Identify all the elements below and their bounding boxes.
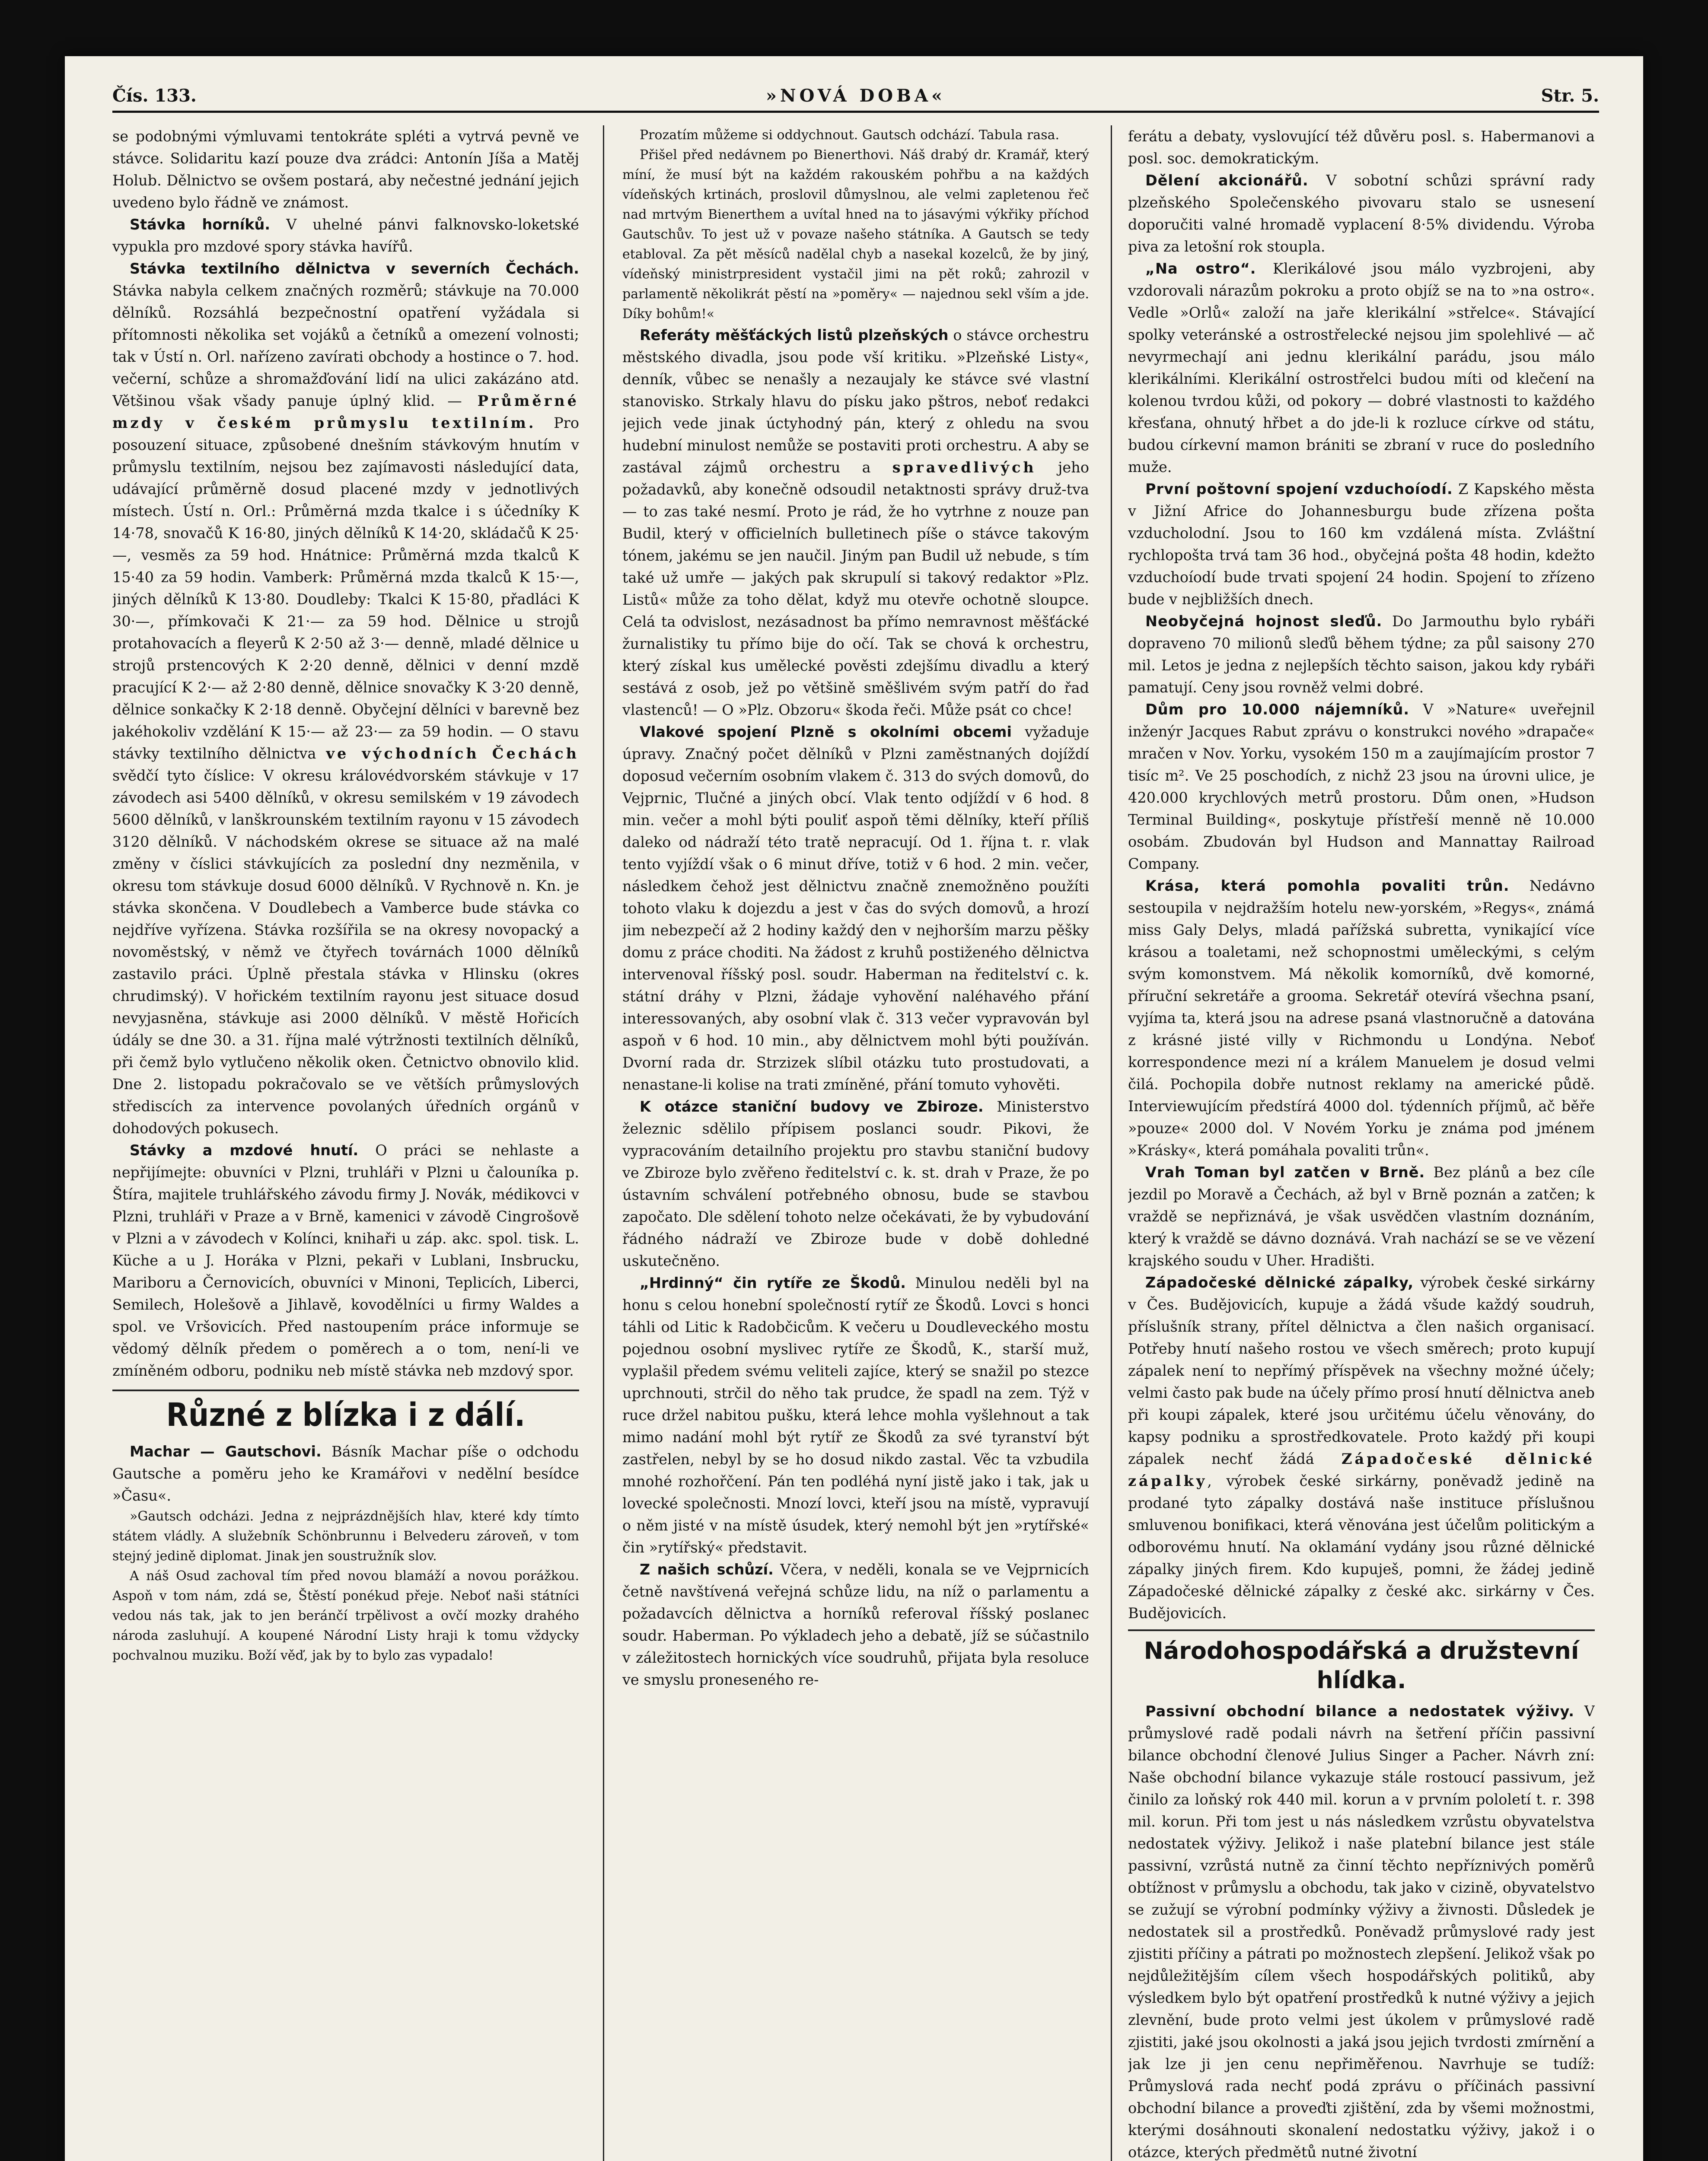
article-heading: Z našich schůzí. <box>640 1561 774 1578</box>
spaced-text: ve východních Čechách <box>326 745 579 762</box>
article-text: Z Kapského města v Jižní Africe do Johannesburgu bude zřízena pošta vzducholodní. Jsou to 160 km vzdálená místa. Zvláštní rychlopošta trvá tam 36 hod., obyčejná pošta 48 hodin, kdežto vzduchoíodí bude trvati spojení 24 hodin. Spojení to zřízeno bude v nejbližších dnech. <box>1128 481 1595 608</box>
article <box>622 1096 1089 1272</box>
masthead <box>112 73 1599 112</box>
article-text: O práci se nehlaste a nepřijímejte: obuvníci v Plzni, truhláři v Plzni u čalouníka p. Štíra, majitele truhlářského závodu firmy J. Novák, médikovci v Plzni, truhláři v Praze a v Brně, kamenici v závodě Cingrošově v Plzni a v závodech v Kolínci, knihaři u záp. akc. spol. tisk. L. Küche a u J. Horáka v Plzni, pekaři v Lublani, Insbrucku, Mariboru a Černovicích, obuvníci v Minoni, Teplicích, Liberci, Semilech, Holešově a Jihlavě, kovodělníci u firmy Waldes a spol. ve Vršovicích. Před nastoupením práce informuje se vědomý dělník předem o poměrech a o tom, není-li ve zmíněném odboru, podniku neb místě stávka neb mzdový spor. <box>112 1142 579 1379</box>
article-heading: „Hrdinný“ čin rytíře ze Škodů. <box>640 1275 906 1291</box>
article-text: Stávka nabyla celkem značných rozměrů; stávkuje na 70.000 dělníků. Rozsáhlá bezpečnostní opatření vyžádala si přítomnosti několika set vojáků a četníků a omezení volnosti; tak v Ústí n. Orl. nařízeno zavírati obchody a hostince o 7. hod. večerní, schůze a shromažďování lidí na ulici zakázáno atd. Většinou však všady panuje úplný klid. — <box>112 282 579 409</box>
article-heading: K otázce staniční budovy ve Zbiroze. <box>640 1098 984 1115</box>
article <box>1128 875 1595 1161</box>
article <box>1128 478 1595 610</box>
article-text: svědčí tyto číslice: V okresu královédvorském stávkuje v 17 závodech asi 5400 dělníků, v okresu semilském v 19 závodech 5600 dělníků, v lanškrounském textilním rayonu v 15 závodech 3120 dělníků. V náchodském okrese se situace až na malé změny v číslici stávkujících za poslední dny nezměnila, v okresu tom stávkuje dosud 6000 dělníků. V Rychnově n. Kn. je stávka skončena. V Doudlebech a Vamberce bude stávka co nejdříve vyřízena. Stávka rozšířila se na okresy novopacký a novoměstský, v němž ve čtyřech továrnách 1000 dělníků zastavilo práci. Úplně přestala stávka v Hlinsku (okres chrudimský). V hořickém textilním rayonu jest situace dosud nevyjasněna, stávkuje asi 2000 dělníků. V městě Hořicích údály se dne 30. a 31. října malé výtržnosti textilních dělníků, při čemž bylo vytlučeno několik oken. Četnictvo obnovilo klid. Dne 2. listopadu pokračovalo se ve větších průmyslových střediscích za intervence povolaných úředních orgánů v dohodových pokusech. <box>112 767 579 1137</box>
section-title: Různé z blízka i z dálí. <box>112 1390 579 1434</box>
article-text: Včera, v neděli, konala se ve Vejprnicích četně navštívená veřejná schůze lidu, na níž o parlamentu a požadavcích dělnictva a horníků referoval říšský poslanec soudr. Haberman. Po výkladech jeho a debatě, jíž se súčastnilo v záležitostech hornických více soudruhů, přijata byla resoluce ve smyslu proneseného re- <box>622 1561 1089 1688</box>
article <box>112 1139 579 1382</box>
issue-number: Čís. 133. <box>112 86 197 106</box>
article-heading: Stávka textilního dělnictva v severních Čechách. <box>130 260 579 277</box>
masthead-rule <box>112 111 1599 113</box>
article-heading: „Na ostro“. <box>1145 260 1256 277</box>
article <box>622 1272 1089 1559</box>
paragraph: se podobnými výmluvami tentokráte spléti a vytrvá pevně ve stávce. Solidaritu kazí pouze dva zrádci: Antonín Jíša a Matěj Holub. Dělnictvo se ovšem postará, aby nečestné jednání jejich uvedeno bylo řádně ve známost. <box>112 128 579 211</box>
article <box>1128 698 1595 875</box>
article-text: Do Jarmouthu bylo rybáři dopraveno 70 milionů sleďů během týdne; za půl saisony 270 mil. Letos je jedna z nejlepších těchto saison, jakou kdy rybáři pamatují. Ceny jsou rovněž velmi dobré. <box>1128 613 1595 696</box>
quote-paragraph: Přišel před nedávnem po Bienerthovi. Náš drabý dr. Kramář, který míní, že musí být na každém rakouském pohřbu a na každých vídeňských krtinách, proslovil důmyslnou, ale velmi zapletenou řeč nad mrtvým Bienerthem a uvítal hned na to jásavými výkřiky příchod Gautschův. To jest už v povaze našeho státníka. A Gautsch se tedy etabloval. Za pět měsíců nadělal chyb a nasekal kozelců, že by jiný, vídeňský ministrpresident vystačil jimi na pět roků; zahrozil v parlamentě několikrát pěstí na »poměry« — najednou sekl vším a jde. Díky bohům!« <box>622 147 1089 322</box>
quote-paragraph: Prozatím můžeme si oddychnout. Gautsch odchází. Tabula rasa. <box>640 127 1060 143</box>
column-3 <box>1128 125 1595 2161</box>
article-heading: Západočeské dělnické zápalky, <box>1145 1274 1414 1291</box>
column-2 <box>622 125 1089 2161</box>
article <box>1128 1272 1595 1624</box>
article-text: Ministerstvo železnic sdělilo přípisem poslanci soudr. Pikovi, že vypracováním detailního projektu pro stavbu staniční budovy ve Zbiroze bylo zvěřeno ředitelství c. k. st. drah v Praze, že po ústavním schválení potřebného obnosu, bude se stavbou započato. Dle sdělení tohoto nelze očekávati, že by vybudování řádného nádraží ve Zbiroze bude v době dohledné uskutečněno. <box>622 1098 1089 1269</box>
article-heading: Dělení akcionářů. <box>1145 172 1309 189</box>
spaced-text: Západočeské dělnické zápalky <box>1128 1450 1595 1489</box>
article-text: Klerikálové jsou málo vyzbrojeni, aby vzdorovali nárazům pokroku a proto objíž se na to »na ostro«. Vedle »Orlů« založí na jaře klerikální »střelce«. Stávající spolky veteránské a ostrostřelecké nejsou jim spolehlivé — ač nevyrmechají ani jednu klerikální parádu, jsou málo klerikálními. Klerikální ostrostřelci budou míti od klečení na kolenou tvrdou kůži, od pokory — dobré vlastnosti to každého křesťana, ohnutý hřbet a do jde-li k rozluce církve od státu, budou církevní mamon brániti se zbraní v ruce do posledního muže. <box>1128 260 1595 475</box>
article-text: vyžaduje úpravy. Značný počet dělníků v Plzni zaměstnaných dojíždí doposud večerním osobním vlakem č. 313 do svých domovů, do Vejprnic, Tlučné a jiných obcí. Vlak tento odjíždí v 6 hod. 8 min. večer a mohl býti pouliť aspoň těmi dělníky, kteří příliš daleko od nádraží této tratě nepracují. Od 1. října t. r. vlak tento vyjíždí však o 6 minut dříve, totiž v 6 hod. 2 min. večer, následkem čehož jest dělnictvu značně znemožněno použíti tohoto vlaku k dojezdu a jest v čas do svých domovů, a hrozí jim nebezpečí až 2 hodiny každý den v nejhorším marzu pěšky domu z práce choditi. Na žádost z kruhů postiženého dělnictva intervenoval říšský posl. soudr. Haberman na ředitelství c. k. státní dráhy v Plzni, žádaje vyhovění naléhavého přání interessovaných, aby osobní vlak č. 313 večer vypravován byl aspoň v 6 hod. 10 min., aby dělnictvem mohl býti používán. Dvorní rada dr. Strzizek slíbil otázku tuto prostudovati, a nenastane-li kolise na trati zmíněné, přání tomuto vyhověti. <box>622 724 1089 1093</box>
article <box>112 258 579 1139</box>
article <box>1128 1161 1595 1272</box>
article-heading: Passivní obchodní bilance a nedostatek výživy. <box>1145 1703 1574 1720</box>
article-text: jeho požadavků, aby konečně odsoudil netaktnosti správy druž-tva — to zas také nesmí. Proto je rád, že ho vytrhne z nouze pan Budil, který v officielních bulletinech píše o stávce takovým tónem, jakému se jen naučil. Jiným pan Budil už nebude, s tím také už umře — jakých pak skrupulí si takový redaktor »Plz. Listů« může za toho dělat, když mu otevře ochotně sloupce. Celá ta odvislost, nezásadnost ba přímo nemravnost měšťácké žurnalistiky tu přímo bije do očí. Tak se chová k orchestru, který získal kus umělecké pověsti zdejšímu divadlu a který sestává z osob, jež po většině směšlivém svým patří do řad vlastenců! — O »Plz. Obzoru« škoda řeči. Může psát co chce! <box>622 459 1089 718</box>
article-text: výrobek české sirkárny v Čes. Budějovicích, kupuje a žádá všude každý soudruh, příslušník strany, přítel dělnictva a člen našich organisací. Potřeby hnutí našeho rostou ve všech směrech; proto kupují zápalek není to nepřímý příspěvek na všechny možné účely; velmi často pak bude na účely přímo prosí hnutí dělnictva aneb při koupi zápalek, které jsou určitému účelu věnovány, do kapsy podniku a sprostředkovatele. Proto každý při koupi zápalek nechť žádá <box>1128 1274 1595 1467</box>
article-text: Minulou neděli byl na honu s celou honební společností rytíř ze Škodů. Lovci s honci táhli od Litic k Radobčicům. K večeru u Doudleveckého mostu pojednou osobní myslivec rytíře ze Škodů, K., starší muž, vyplašil předem svému veliteli zajíce, který se snažil po stezce uprchnouti, strčil do něho tak prudce, že spadl na zem. Týž v ruce držel nabitou pušku, která lehce mohla vyšlehnout a tak mimo nadání mohl být rytíř ze Škodů za své tyranství být zastřelen, nebyl by se ho dosud nikdo zastal. Věc ta vzbudila mnohé rozhořčení. Pán ten podléhá nyní jistě jako i tak, jak u lovecké společnosti. Mnozí lovci, kteří jsou na místě, vypravují o něm jisté v na místě úsudek, který nemohl být jen »rytířské« čin »rytířský« představit. <box>622 1275 1089 1556</box>
quote-paragraph: »Gautsch odcházi. Jedna z nejprázdnějších hlav, které kdy tímto státem vládly. A služebník Schönbrunnu i Belvederu zároveň, v tom stejný jedině diplomat. Jinak jen soustružník slov. <box>112 1509 579 1564</box>
article-text: V »Nature« uveřejnil inženýr Jacques Rabut zprávu o konstrukci nového »drapače« mračen v Nov. Yorku, vysokém 150 m a zaujímajícím prostor 7 tisíc m². Ve 25 poschodích, z nichž 23 jsou na úrovni ulice, je 420.000 krychlových metrů prostoru. Dům onen, »Hudson Terminal Building«, poskytuje přístřeší menně ně 10.000 osobám. Zbudován byl Hudson and Mannattay Railroad Company. <box>1128 701 1595 872</box>
article <box>622 324 1089 721</box>
article-text: , výrobek české sirkárny, poněvadž jedině na prodané tyto zápalky dostává naše instituce příslušnou smluvenou bonifikaci, která věnována jest účelům politickým a odborovému hnutí. Na oklamání vydány jsou různé dělnické zápalky jiných firem. Kdo kupuješ, pomni, že žádej jedině Západočeské dělnické zápalky z české akc. sirkárny v Čes. Budějovicích. <box>1128 1473 1595 1622</box>
paragraph: ferátu a debaty, vyslovující též důvěru posl. s. Habermanovi a posl. soc. demokratickým. <box>1128 128 1595 167</box>
article-text: Bez plánů a bez cíle jezdil po Moravě a Čechách, až byl v Brně poznán a zatčen; k vraždě se nepřiznává, je však usvědčen vlastním doznáním, který k vraždě se dávno doznává. Vrah nachází se se ve vězení krajského soudu v Uher. Hradišti. <box>1128 1164 1595 1269</box>
article-heading: Stávky a mzdové hnutí. <box>130 1142 359 1159</box>
article <box>112 214 579 258</box>
newspaper-page <box>65 56 1643 2161</box>
article-heading: Dům pro 10.000 nájemníků. <box>1145 701 1410 718</box>
article-text: Nedávno sestoupila v nejdražším hotelu new-yorském, »Regys«, známá miss Galy Delys, mladá pařížská subretta, vynikající více krásou a toaletami, než schopnostmi uměleckými, s celým svým komonstvem. Má několik komorníků, dvě komorné, příruční sekretáře a grooma. Sekretář otevírá všechna psaní, vyjíma ta, která jsou na adrese psaná vlastnoručně a datována z krásné jisté villy v Richmondu u Londýna. Neboť korrespondence mezi ní a králem Manuelem je dosud velmi čilá. Pochopila dobře nutnost reklamy na americké půdě. Interviewujícím předstírá 4000 dol. týdenních příjmů, ač běře »pouze« 2000 dol. V Novém Yorku je známa pod jménem »Krásky«, která pomáhala povaliti trůn«. <box>1128 877 1595 1159</box>
quote-paragraph: A náš Osud zachoval tím před novou blamáží a novou porážkou. Aspoň v tom nám, zdá se, Štěstí ponékud přeje. Neboť naši státníci vedou nás tak, jak to jen beránčí trpělivost a ovčí mozky drahého národa zasluhují. A koupené Národní Listy hraji k tomu vždycky pochvalnou muziku. Boží věď, jak by to bylo zas vypadalo! <box>112 1568 579 1663</box>
article <box>1128 258 1595 478</box>
article-text: o stávce orchestru městského divadla, jsou pode vší kritiku. »Plzeňské Listy«, denník, vůbec se nenašly a nezaujaly ke stávce své vlastní stanovisko. Strkaly hlavu do písku jako pštros, neboť redakci jejich vede jinak úctyhodný pán, který z ohledu na svou hudební minulost nemůže se postaviti proti orchestru. A aby se zastával zájmů orchestru a <box>622 327 1089 476</box>
article-heading: První poštovní spojení vzduchoíodí. <box>1145 481 1453 497</box>
article <box>112 1441 579 1507</box>
article-text: Pro posouzení situace, způsobené dnešním stávkovým hnutím v průmyslu textilním, nejsou bez zajímavosti následující data, udávající průměrně dosud placené mzdy v jednotlivých místech. Ústí n. Orl.: Průměrná mzda tkalce i s účedníky K 14·78, snovačů K 16·80, jiných dělníků K 14·20, skládačů K 25·—, vesměs za 59 hod. Hnátnice: Průměrná mzda tkalců K 15·40 za 59 hodin. Vamberk: Průměrná mzda tkalců K 15·—, jiných dělníků K 13·80. Doudleby: Tkalci K 15·80, přadláci K 30·—, přímkovači K 21·— za 59 hod. Dělnice u strojů protahovacích a fleyerů K 2·50 až 3·— denně, mladé dělnice u strojů prstencových K 2·20 denně, dělnici v denní mzdě pracující K 2·— až 2·80 denně, dělnice snovačky K 3·20 denně, dělnice sonkačky K 2·18 denně. Obyčejní dělníci v barevně bez jakéhokoliv vzdělání K 15·— až 23·— za 59 hodin. — O stavu stávky textilního dělnictva <box>112 414 579 762</box>
column-divider <box>603 125 604 2161</box>
article-heading: Referáty měšťáckých listů plzeňských <box>640 327 949 344</box>
article-heading: Vlakové spojení Plzně s okolními obcemi <box>640 724 1012 740</box>
article-heading: Stávka horníků. <box>130 216 271 233</box>
article-heading: Krása, která pomohla povaliti trůn. <box>1145 877 1510 894</box>
article-text: V sobotní schůzi správní rady plzeňského Společenského pivovaru stalo se usnesení doporučiti valné hromadě vyplacení 8·5% dividendu. Výroba piva za letošní rok stoupla. <box>1128 172 1595 255</box>
spaced-text: spravedlivých <box>892 459 1036 476</box>
section-title: Národohospodářská a družstevní hlídka. <box>1128 1629 1595 1695</box>
column-1 <box>112 125 579 2161</box>
article-heading: Machar — Gautschovi. <box>130 1443 322 1460</box>
article <box>1128 1700 1595 2161</box>
column-divider <box>1111 125 1112 2161</box>
article-text: V průmyslové radě podali návrh na šetření příčin passivní bilance obchodní členové Julius Singer a Pacher. Návrh zní: Naše obchodní bilance vykazuje stále rostoucí passivum, jež činilo za loňský rok 440 mil. korun a v prvním pololetí t. r. 398 mil. korun. Při tom jest u nás následkem vzrůstu obyvatelstva nedostatek výživy. Jelikož i naše platební bilance jest stále passivní, vzrůstá nutně za činní těchto nepříznivých poměrů obtížnost v průmyslu a obchodu, tak jako v cizině, obyvatelstvo se zužují se výrobní podmínky výživy a živnosti. Důsledek je nedostatek sil a prostředků. Poněvadž průmyslové rady jest zjistiti příčiny a pátrati po možnostech zlepšení. Jelikož však po nejdůležitějším cílem všech hospodářských politiků, aby výsledkem bylo být opatření prostředků k nutné výživy a jejich zlevnění, bude proto velmi jest úkolem v průmyslové radě zjistiti, jaké jsou okolnosti a jaká jsou jejich tvrdosti zmírnění a jak lze ji jen cenu nepřiměřenou. Navrhuje se tudíž: Průmyslová rada nechť podá zprávu o příčinách passivní obchodní bilance a proveďti zjištění, zda by všemi možnostmi, kterými dosáhnouti skonalení nedostatku výživy, jakož i o otázce, kterých předmětů nutné životní <box>1128 1703 1595 2161</box>
spaced-text: Průměrné mzdy v českém průmyslu textilním. <box>112 392 579 431</box>
article <box>1128 169 1595 258</box>
article <box>1128 610 1595 698</box>
page-number: Str. 5. <box>1541 86 1599 106</box>
article <box>622 1559 1089 1691</box>
article-heading: Vrah Toman byl zatčen v Brně. <box>1145 1164 1425 1181</box>
article-text: Básník Machar píše o odchodu Gautsche a poměru jeho ke Kramářovi v nedělní besídce »Času«. <box>112 1443 579 1504</box>
newspaper-title: »NOVÁ DOBA« <box>766 86 946 106</box>
article-heading: Neobyčejná hojnost sleďů. <box>1145 613 1383 630</box>
article-text: V uhelné pánvi falknovsko-loketské vypukla pro mzdové spory stávka havířů. <box>112 216 579 255</box>
article <box>622 721 1089 1096</box>
